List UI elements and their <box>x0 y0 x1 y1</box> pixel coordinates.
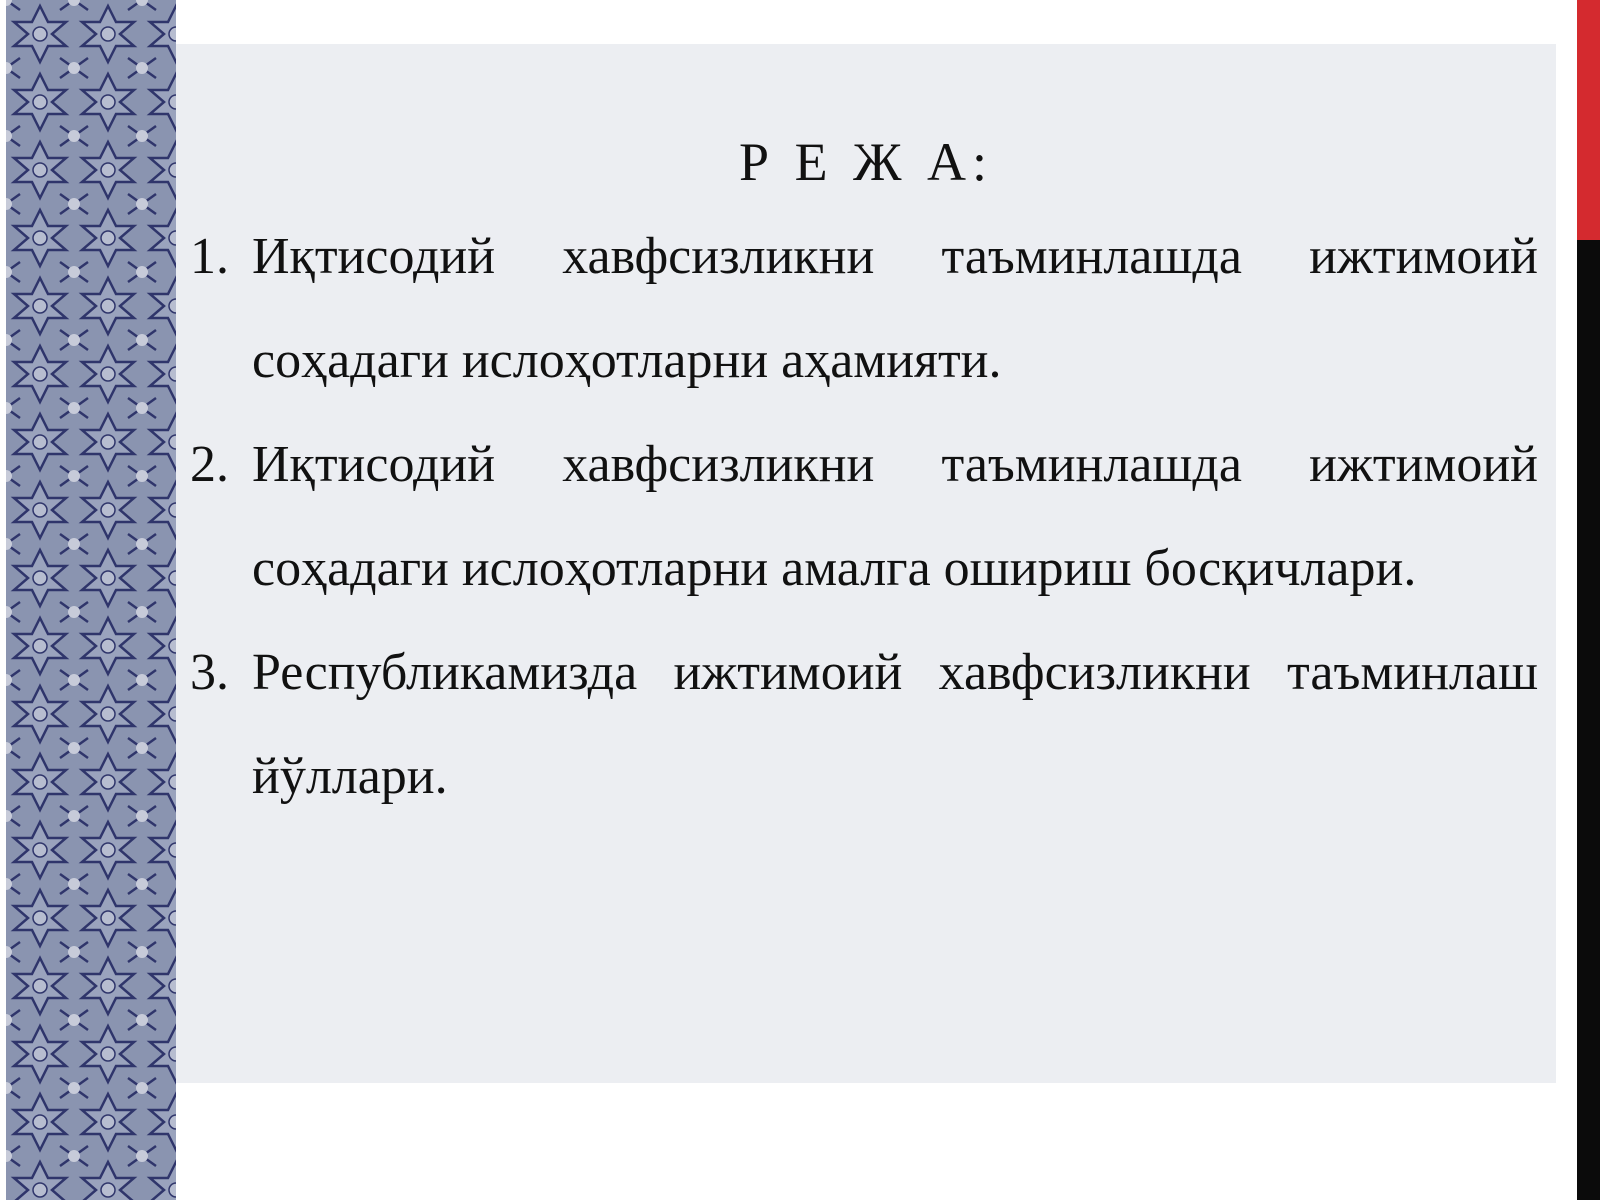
accent-bar-black <box>1577 240 1600 1200</box>
plan-item-text: Иқтисодий хавфсизликни таъминлашда ижтимоий соҳадаги ислоҳотларни аҳамияти. <box>252 228 1538 389</box>
star-pattern-graphic <box>6 0 176 1200</box>
plan-item-2 <box>190 413 1538 621</box>
plan-list <box>190 205 1538 829</box>
slide-title: Р Е Ж А: <box>739 132 993 192</box>
plan-item-text: Республикамизда ижтимоий хавфсизликни таъминлаш йўллари. <box>252 644 1538 805</box>
plan-item-1 <box>190 205 1538 413</box>
plan-item-number: 1. <box>190 228 229 285</box>
plan-item-3 <box>190 621 1538 829</box>
plan-item-text: Иқтисодий хавфсизликни таъминлашда ижтимоий соҳадаги ислоҳотларни амалга ошириш босқичлари. <box>252 436 1538 597</box>
accent-bar-red <box>1577 0 1600 240</box>
plan-item-number: 2. <box>190 436 229 493</box>
plan-item-number: 3. <box>190 644 229 701</box>
decorative-pattern-border <box>6 0 176 1200</box>
